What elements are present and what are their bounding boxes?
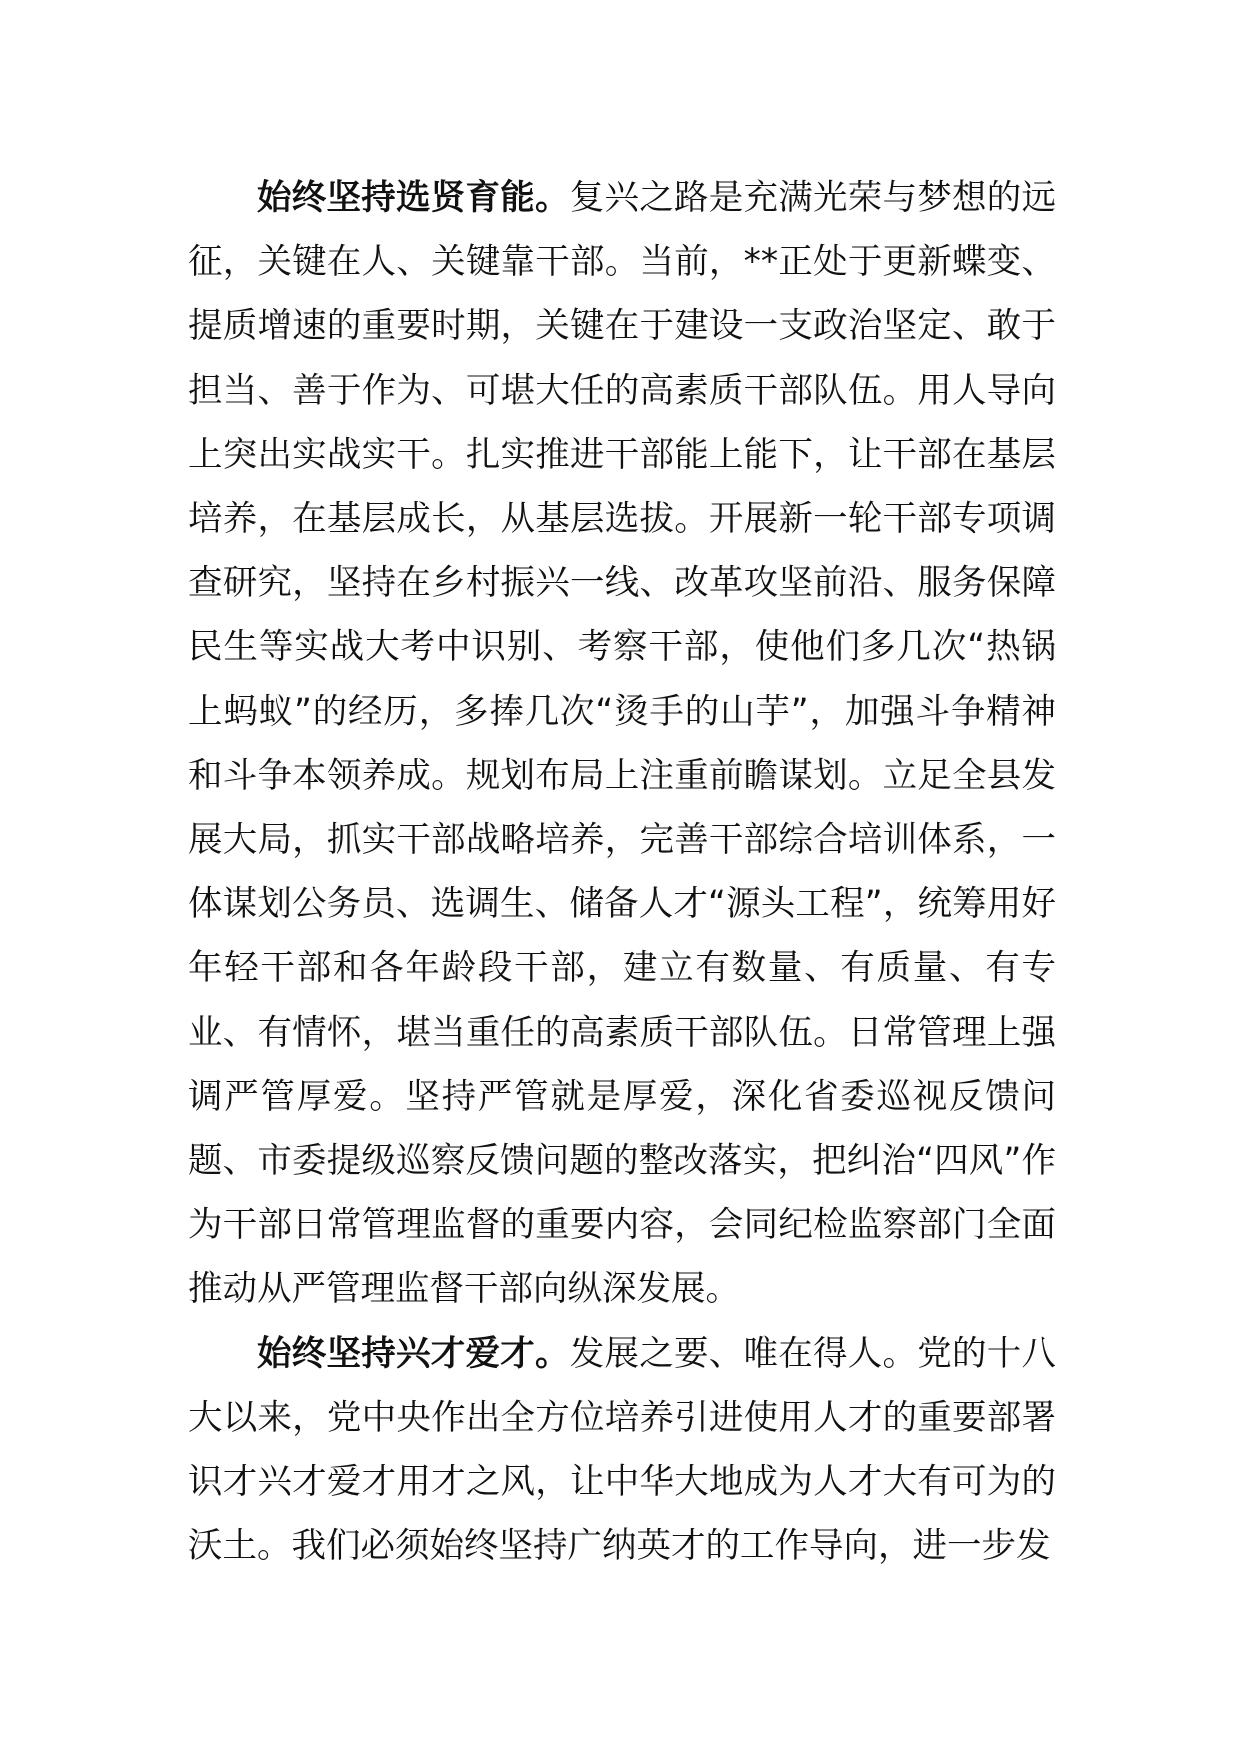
paragraph-talent: [188, 1322, 1056, 1579]
paragraph-body: 发展之要、唯在得人。党的十八大以来，党中央作出全方位培养引进使用人才的重要部署识才兴才爱才用才之风，让中华大地成为人才大有可为的沃土。我们必须始终坚持广纳英才的工作导向，进一步发: [188, 1333, 1056, 1567]
paragraph-body: 复兴之路是充满光荣与梦想的远征，关键在人、关键靠干部。当前，**正处于更新蝶变、提质增速的重要时期，关键在于建设一支政治坚定、敢于担当、善于作为、可堪大任的高素质干部队伍。用人导向上突出实战实干。扎实推进干部能上能下，让干部在基层培养，在基层成长，从基层选拔。开展新一轮干部专项调查研究，坚持在乡村振兴一线、改革攻坚前沿、服务保障民生等实战大考中识别、考察干部，使他们多几次“热锅上蚂蚁”的经历，多捧几次“烫手的山芋”，加强斗争精神和斗争本领养成。规划布局上注重前瞻谋划。立足全县发展大局，抓实干部战略培养，完善干部综合培训体系，一体谋划公务员、选调生、储备人才“源头工程”，统筹用好年轻干部和各年龄段干部，建立有数量、有质量、有专业、有情怀，堪当重任的高素质干部队伍。日常管理上强调严管厚爱。坚持严管就是厚爱，深化省委巡视反馈问题、市委提级巡察反馈问题的整改落实，把纠治“四风”作为干部日常管理监督的重要内容，会同纪检监察部门全面推动从严管理监督干部向纵深发展。: [188, 178, 1056, 1310]
paragraph-heading: 始终坚持兴才爱才。: [257, 1333, 570, 1374]
paragraph-cadre-selection: [188, 166, 1056, 1322]
document-page: [188, 166, 1056, 1578]
paragraph-heading: 始终坚持选贤育能。: [257, 178, 570, 218]
